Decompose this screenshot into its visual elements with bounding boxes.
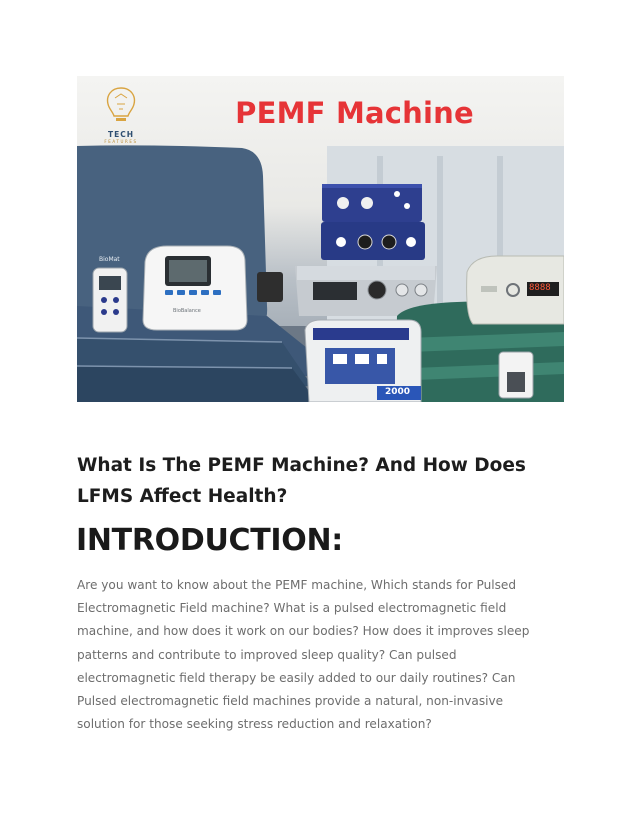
logo-word: TECH (107, 130, 135, 139)
paragraph-line: Are you want to know about the PEMF machine, Which stands for Pulsed (77, 578, 517, 592)
hero-title: PEMF Machine (235, 96, 474, 130)
paragraph-line: electromagnetic field therapy be easily added to our daily routines? Can (77, 670, 516, 685)
paragraph-line: patterns and contribute to improved sleep quality? Can pulsed (77, 647, 457, 662)
paragraph-line: solution for those seeking stress reduction and relaxation? (77, 717, 432, 732)
paragraph-line: Electromagnetic Field machine? What is a pulsed electromagnetic field (77, 601, 507, 616)
power-adapter (257, 272, 283, 302)
handheld-controller (93, 268, 127, 332)
logo-subtitle: FEATURES (104, 139, 138, 144)
counter-display: 8888 (529, 283, 551, 293)
section-title: INTRODUCTION: (76, 523, 343, 558)
unit-brand-label: BioBalance (173, 308, 201, 314)
article-heading: What Is The PEMF Machine? And How Does LFMS Affect Health? (77, 455, 526, 507)
paragraph-line: machine, and how does it work on our bodies? How does it improves sleep (77, 624, 530, 639)
mat-brand-label: BioMat (99, 256, 120, 263)
pulse-badge: 2000 (385, 387, 411, 397)
blue-pemf-device-middle (321, 222, 425, 260)
white-control-unit (143, 246, 247, 330)
hero-image (77, 76, 564, 402)
intro-paragraph (77, 574, 557, 736)
small-probe-device (499, 352, 533, 398)
paragraph-line: Pulsed electromagnetic field machines provide a natural, non-invasive (77, 694, 504, 709)
blue-pemf-device-top (322, 184, 422, 222)
